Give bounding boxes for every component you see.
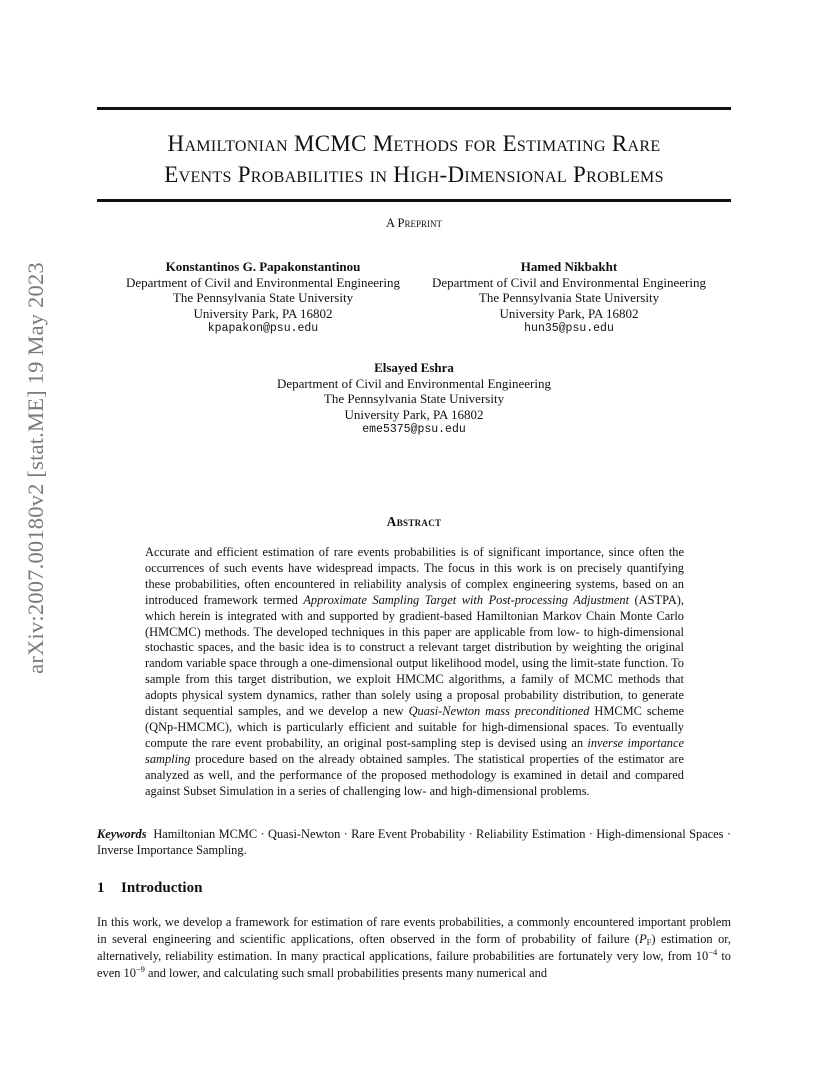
abstract-text-2: (ASTPA), which herein is integrated with and supported by gradient-based Hamiltonian Markov Chain Monte Carlo (HMCMC) methods. The developed techniques in this paper are applicable from low- to high-dimensional stochastic spaces, and the basic idea is to construct a relevant target distribution by weighting the original random variable space through a one-dimensional output likelihood model, using the limit-state function. To sample from this target distribution, we exploit HMCMC algorithms, a family of MCMC methods that adopts physical system dynamics, rather than solely using a proposal probability distribution, to generate distant sequential samples, and we develop a new [145, 592, 684, 719]
section-number: 1 [97, 880, 105, 896]
abstract-heading: Abstract [386, 514, 442, 529]
arxiv-sidebar [18, 261, 54, 674]
author-address: University Park, PA 16802 [193, 305, 333, 321]
author-block-3 [255, 360, 573, 438]
keywords-label: Keywords [97, 827, 147, 841]
exponent-base-1: 10 [695, 949, 709, 963]
keywords-list: Hamiltonian MCMC · Quasi-Newton · Rare Event Probability · Reliability Estimation · High-dimensional Spaces · Inverse Importance Sampling. [97, 827, 731, 857]
author-name: Hamed Nikbakht [520, 259, 618, 274]
preprint-label: A Preprint [386, 216, 442, 230]
abstract-text-4: procedure based on the already obtained samples. The statistical properties of the estimator are analyzed as well, and the performance of the proposed methodology is examined in detail and compared against Subset Simulation in a series of challenging low- and high-dimensional problems. [145, 751, 684, 798]
pf-subscript: F [646, 937, 652, 947]
abstract-emphasis-1: Approximate Sampling Target with Post-processing Adjustment [303, 592, 630, 607]
title-bottom-rule [97, 199, 731, 202]
pf-symbol: P [639, 932, 647, 946]
section-heading [97, 880, 202, 897]
author-name: Konstantinos G. Papakonstantinou [165, 259, 361, 274]
author-dept: Department of Civil and Environmental Engineering [276, 375, 551, 391]
author-univ: The Pennsylvania State University [323, 391, 505, 406]
author-email: eme5375@psu.edu [362, 423, 466, 436]
author-dept: Department of Civil and Environmental Engineering [431, 274, 706, 290]
title-line-1: Hamiltonian MCMC Methods for Estimating Rare [167, 131, 661, 156]
title-line-2: Events Probabilities in High-Dimensional Problems [164, 162, 664, 187]
author-name: Elsayed Eshra [374, 360, 454, 375]
keywords-block [97, 826, 731, 858]
exponent-power-1: −4 [708, 947, 718, 957]
author-block-1 [104, 259, 422, 337]
top-rule [97, 107, 731, 110]
abstract-emphasis-2: Quasi-Newton mass preconditioned [408, 704, 590, 719]
author-address: University Park, PA 16802 [344, 406, 484, 422]
intro-text-4: and lower, and calculating such small probabilities presents many numerical and [144, 966, 548, 980]
intro-text-1: In this work, we develop a framework for estimation of rare events probabilities, a commonly encountered important problem in several engineering and scientific applications, often observed in the form of probability of failure ( [97, 915, 731, 946]
author-address: University Park, PA 16802 [499, 305, 639, 321]
exponent-power-2: −9 [135, 964, 145, 974]
author-email: hun35@psu.edu [524, 322, 614, 335]
abstract-body [145, 545, 684, 800]
abstract-emphasis-3: inverse importance sampling [145, 735, 684, 766]
intro-text-2: ) estimation or, alternatively, reliability estimation. In many practical applications, failure probabilities are fortunately very low, from [97, 932, 732, 963]
author-email: kpapakon@psu.edu [207, 322, 319, 335]
abstract-text-1: Accurate and efficient estimation of rare events probabilities is of significant importance, since often the occurrences of such events have widespread impacts. The focus in this work is on precisely quantifying these probabilities, often encountered in reliability analysis of complex engineering systems, based on an introduced framework termed [145, 545, 684, 607]
exponent-base-2: 10 [123, 966, 136, 980]
arxiv-identifier: arXiv:2007.00180v2 [stat.ME] 19 May 2023 [23, 261, 48, 674]
author-univ: The Pennsylvania State University [478, 290, 660, 305]
abstract-text-3: HMCMC scheme (QNp-HMCMC), which is particularly efficient and suitable for high-dimensional spaces. To eventually compute the rare event probability, an original post-sampling step is devised using an [145, 704, 684, 750]
intro-paragraph [97, 914, 731, 982]
paper-title [97, 128, 731, 190]
intro-text-3: to even [97, 949, 731, 980]
author-dept: Department of Civil and Environmental Engineering [125, 274, 400, 290]
section-title: Introduction [121, 880, 203, 896]
author-block-2 [410, 259, 728, 337]
author-univ: The Pennsylvania State University [172, 290, 354, 305]
